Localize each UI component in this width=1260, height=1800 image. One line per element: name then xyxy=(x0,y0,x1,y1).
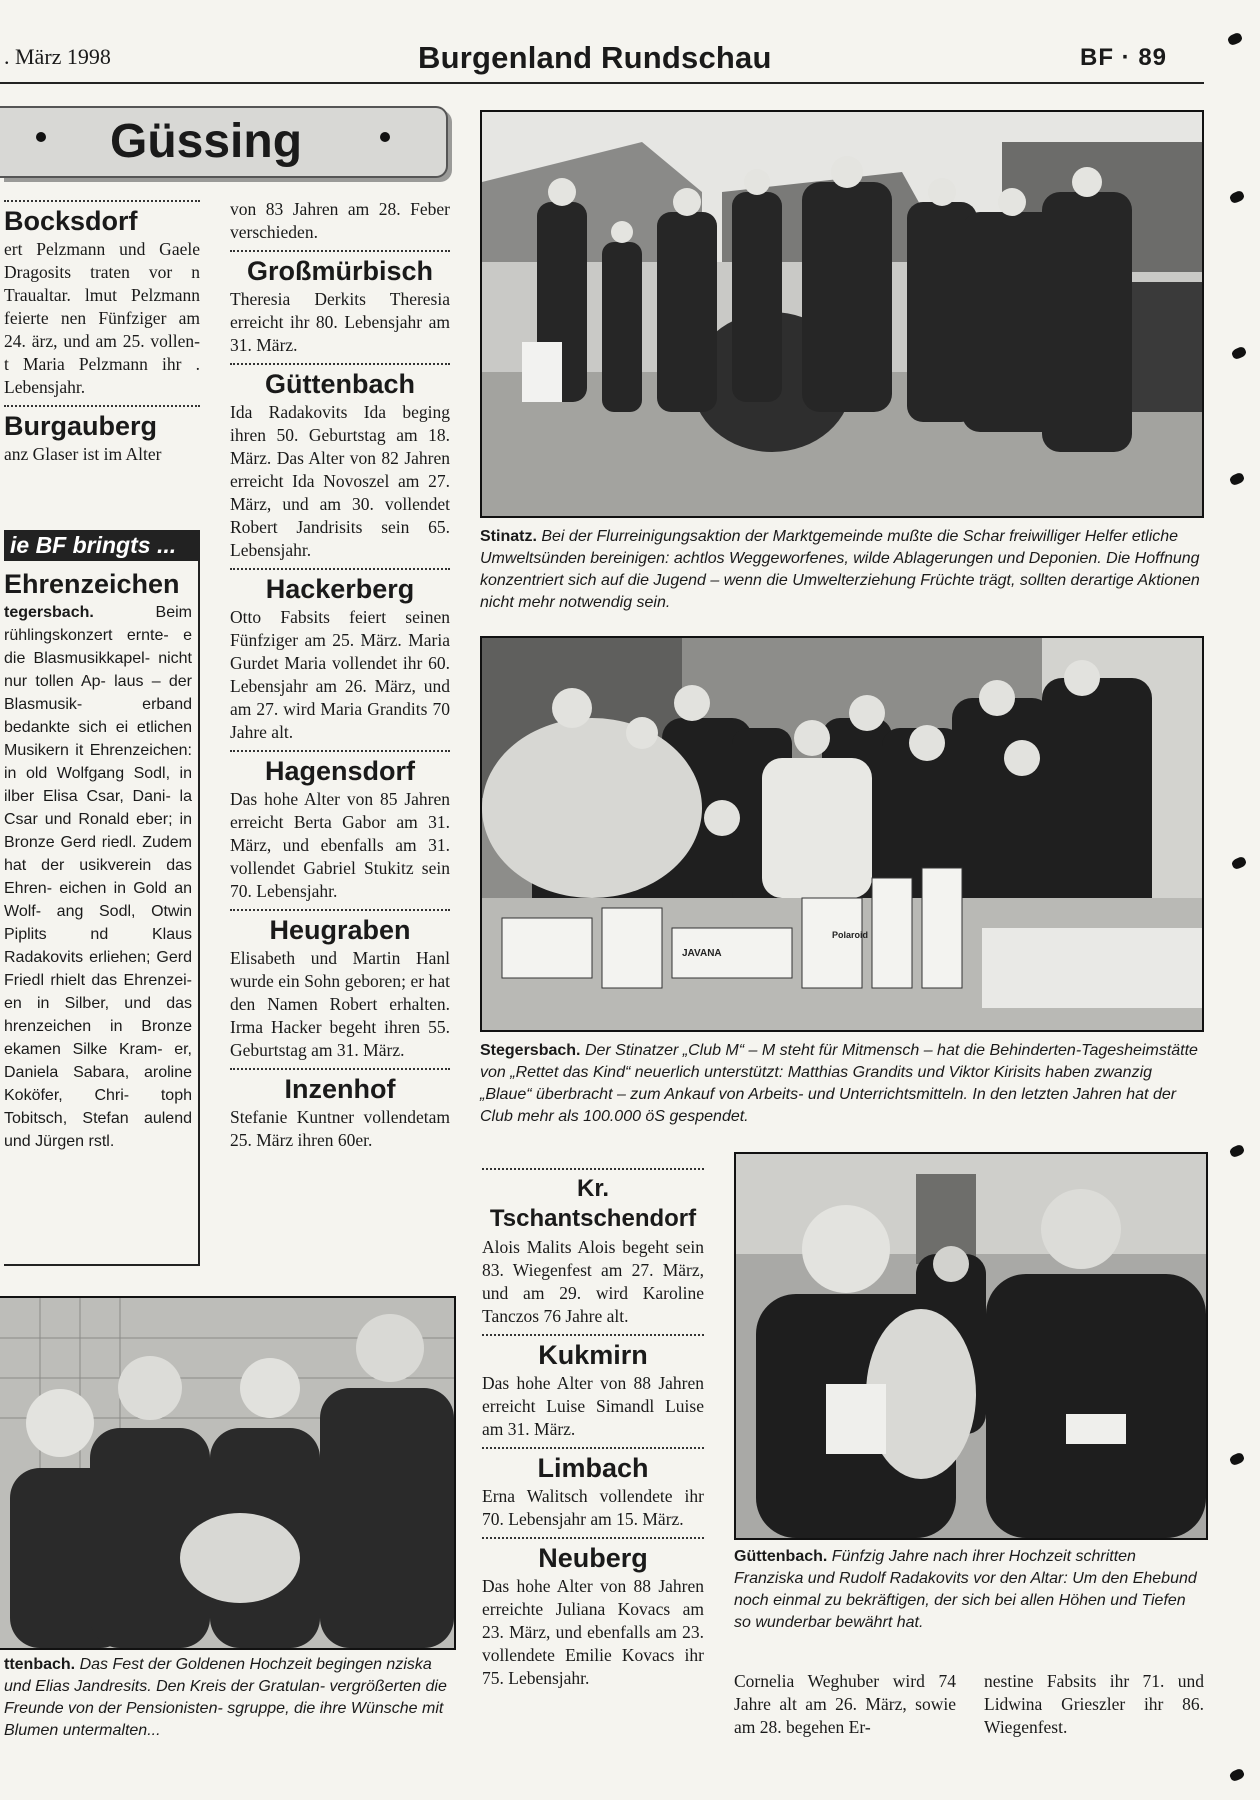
heading-grossmuerbisch: Großmürbisch xyxy=(246,256,434,286)
separator xyxy=(230,1068,450,1070)
info-box xyxy=(4,530,200,1266)
column-1 xyxy=(4,200,200,466)
heading-neuberg: Neuberg xyxy=(538,1543,648,1573)
text-guettenbach: Ida Radakovits Ida beging ihren 50. Geburtstag am 18. März. Das Alter von 82 Jahren erreicht Ida Novoszel am 27. März, und am 30. vollendet Robert Jandrisits sein 65. Lebensjahr. xyxy=(230,402,450,560)
issue-date: . März 1998 xyxy=(4,44,111,69)
text-limbach: Erna Walitsch vollendete ihr 70. Lebensjahr am 15. März. xyxy=(482,1486,704,1529)
newspaper-title: Burgenland Rundschau xyxy=(418,40,772,75)
photo-stinatz-cleanup xyxy=(480,110,1204,518)
separator xyxy=(482,1537,704,1539)
separator xyxy=(230,250,450,252)
text-hackerberg: Otto Fabsits feiert seinen Fünfziger am 25. März. Maria Gurdet Maria vollendet ihr 60. Lebensjahr am 26. März, und am 27. wird Maria Grandits 70 Jahre alt. xyxy=(230,607,450,742)
section-title: Güssing xyxy=(110,115,303,168)
section-banner xyxy=(0,106,448,178)
separator xyxy=(4,200,200,202)
text-intro: von 83 Jahren am 28. Feber verschieden. xyxy=(230,199,450,242)
text-bottom-left: Cornelia Weghuber wird 74 Jahre alt am 26. März, sowie am 28. begehen Er- xyxy=(734,1671,956,1737)
scan-mark xyxy=(1229,1768,1246,1783)
heading-heugraben: Heugraben xyxy=(269,915,411,945)
scan-mark xyxy=(1231,856,1248,871)
caption-stegersbach-lead: Stegersbach. xyxy=(480,1042,581,1059)
photo-label-bag: JAVANA xyxy=(682,948,722,959)
text-neuberg: Das hohe Alter von 88 Jahren erreichte Juliana Kovacs am 23. März, und ebenfalls am 23. vollendete Emilie Kovacs ihr 75. Lebensjahr. xyxy=(482,1576,704,1688)
text-bocksdorf: ert Pelzmann und Gaele Dragosits traten vor n Traualtar. lmut Pelzmann feierte nen Fünfziger am 24. ärz, und am 25. vollen- t Maria Pelzmann ihr . Lebensjahr. xyxy=(4,239,200,397)
separator xyxy=(482,1334,704,1336)
scan-mark xyxy=(1229,472,1246,487)
photo-stegersbach-club xyxy=(480,636,1204,1032)
bottom-text-right xyxy=(984,1670,1204,1739)
text-grossmuerbisch: Theresia Derkits Theresia erreicht ihr 80. Lebensjahr am 31. März. xyxy=(230,289,450,355)
text-ehrenzeichen-body: Beim rühlingskonzert ernte- e die Blasmusikkapel- nicht nur tollen Ap- laus – der Blasmusik- erband bedankte sich ei etlichen Musikern it Ehrenzeichen: in old Wolfgang Sodl, in ilber Elisa Csar, Dani- la Csar und Ronald eber; in Bronze Gerd riedl. Zudem hat der usikverein das Ehren- eichen in Gold an Wolf- ang Sodl, Otwin Piplits nd Klaus Radakovits erliehen; Gerd Friedl rhielt das Ehrenzei- en in Silber, und das hrenzeichen in Bronze ekamen Silke Kram- er, Daniela Sabara, aroline Koköfer, Chri- toph Tobitsch, Stefan aulend und Jürgen rstl. xyxy=(4,604,192,1150)
separator xyxy=(230,363,450,365)
heading-kukmirn: Kukmirn xyxy=(538,1340,648,1370)
separator xyxy=(230,568,450,570)
photo-guettenbach-couple xyxy=(734,1152,1208,1540)
scan-mark xyxy=(1227,32,1244,47)
text-ehrenzeichen-lead: tegersbach. xyxy=(4,604,94,621)
heading-ehrenzeichen: Ehrenzeichen xyxy=(4,569,180,599)
text-burgauberg: anz Glaser ist im Alter xyxy=(4,444,162,464)
photo-stinatz-image xyxy=(482,112,1202,516)
header-rule xyxy=(0,82,1204,84)
text-kukmirn: Das hohe Alter von 88 Jahren erreicht Luise Simandl Luise am 31. März. xyxy=(482,1373,704,1439)
text-kr-tschantschendorf: Alois Malits Alois begeht sein 83. Wiegenfest am 27. März, und am 29. wird Karoline Tanczos 76 Jahre alt. xyxy=(482,1237,704,1326)
heading-burgauberg: Burgauberg xyxy=(4,411,158,441)
photo-guettenbach-image xyxy=(736,1154,1206,1538)
column-3 xyxy=(482,1168,704,1690)
caption-guettenbach-lead: Güttenbach. xyxy=(734,1548,828,1565)
caption-stinatz-lead: Stinatz. xyxy=(480,528,537,545)
column-2 xyxy=(230,198,450,1152)
photo-stegersbach-image xyxy=(482,638,1202,1030)
heading-kr-tschantschendorf: Kr. Tschantschendorf xyxy=(489,1175,697,1232)
separator xyxy=(4,405,200,407)
scan-mark xyxy=(1229,1452,1246,1467)
caption-stinatz xyxy=(480,526,1202,614)
text-inzenhof: Stefanie Kuntner vollendetam 25. März ihren 60er. xyxy=(230,1107,450,1150)
photo-label-box: Polaroid xyxy=(832,930,869,940)
heading-inzenhof: Inzenhof xyxy=(284,1074,396,1104)
separator xyxy=(482,1447,704,1449)
separator xyxy=(230,909,450,911)
caption-stegersbach xyxy=(480,1040,1202,1128)
heading-bocksdorf: Bocksdorf xyxy=(4,206,138,236)
scan-mark xyxy=(1229,190,1246,205)
scan-mark xyxy=(1229,1144,1246,1159)
heading-hagensdorf: Hagensdorf xyxy=(264,756,416,786)
photo-golden-wedding xyxy=(0,1296,456,1650)
text-ehrenzeichen xyxy=(4,601,192,1153)
caption-guettenbach-text: Fünfzig Jahre nach ihrer Hochzeit schritten Franziska und Rudolf Radakovits vor den Altar: Um den Ehebund noch einmal zu bekräftigen, der sich bei allen Höhen und Tiefen so wunderbar bewährt hat. xyxy=(734,1548,1197,1631)
banner-dot-right xyxy=(380,132,390,142)
text-hagensdorf: Das hohe Alter von 85 Jahren erreicht Berta Gabor am 31. März, und ebenfalls am 31. vollendet Gabriel Stukitz sein 70. Lebensjahr. xyxy=(230,789,450,901)
caption-gold-text: Das Fest der Goldenen Hochzeit begingen nziska und Elias Jandresits. Den Kreis der Gratulan- vergrößerten die Freunde von der Pensionisten- sgruppe, die ihre Wünsche mit Blumen untermalten... xyxy=(4,1656,447,1739)
heading-limbach: Limbach xyxy=(537,1453,649,1483)
scan-mark xyxy=(1231,346,1248,361)
caption-stinatz-text: Bei der Flurreinigungsaktion der Marktgemeinde mußte die Schar freiwilliger Helfer etliche Umweltsünden bereinigen: achtlos Weggeworfenes, wilde Ablagerungen und Deponien. Die Hoffnung konzentriert sich auf die Jugend – wenn die Umwelterziehung Früchte trägt, sollten derartige Aktionen nicht mehr notwendig sein. xyxy=(480,528,1200,611)
caption-golden-wedding xyxy=(4,1654,456,1742)
text-bottom-right: nestine Fabsits ihr 71. und Lidwina Grieszler ihr 86. Wiegenfest. xyxy=(984,1671,1204,1737)
page-number: BF · 89 xyxy=(1080,44,1168,71)
separator xyxy=(482,1168,704,1170)
caption-stegersbach-text: Der Stinatzer „Club M“ – M steht für Mitmensch – hat die Behinderten-Tagesheimstätte von „Rettet das Kind“ neuerlich unterstützt: Matthias Grandits und Viktor Kirisits haben zwanzig „Blaue“ überbracht – zum Ankauf von Arbeits- und Unterrichtsmitteln. In den letzten Jahren hat der Club mehr als 100.000 öS gespendet. xyxy=(480,1042,1198,1125)
photo-golden-wedding-image xyxy=(0,1298,454,1648)
caption-gold-lead: ttenbach. xyxy=(4,1656,76,1673)
info-box-title: ie BF bringts ... xyxy=(4,530,198,561)
heading-hackerberg: Hackerberg xyxy=(265,574,415,604)
bottom-text-left xyxy=(734,1670,956,1739)
separator xyxy=(230,750,450,752)
caption-guettenbach xyxy=(734,1546,1204,1634)
heading-guettenbach: Güttenbach xyxy=(264,369,415,399)
banner-dot-left xyxy=(36,132,46,142)
text-heugraben: Elisabeth und Martin Hanl wurde ein Sohn geboren; er hat den Namen Robert erhalten. Irma Hacker begeht ihren 55. Geburtstag am 31. März. xyxy=(230,948,450,1060)
